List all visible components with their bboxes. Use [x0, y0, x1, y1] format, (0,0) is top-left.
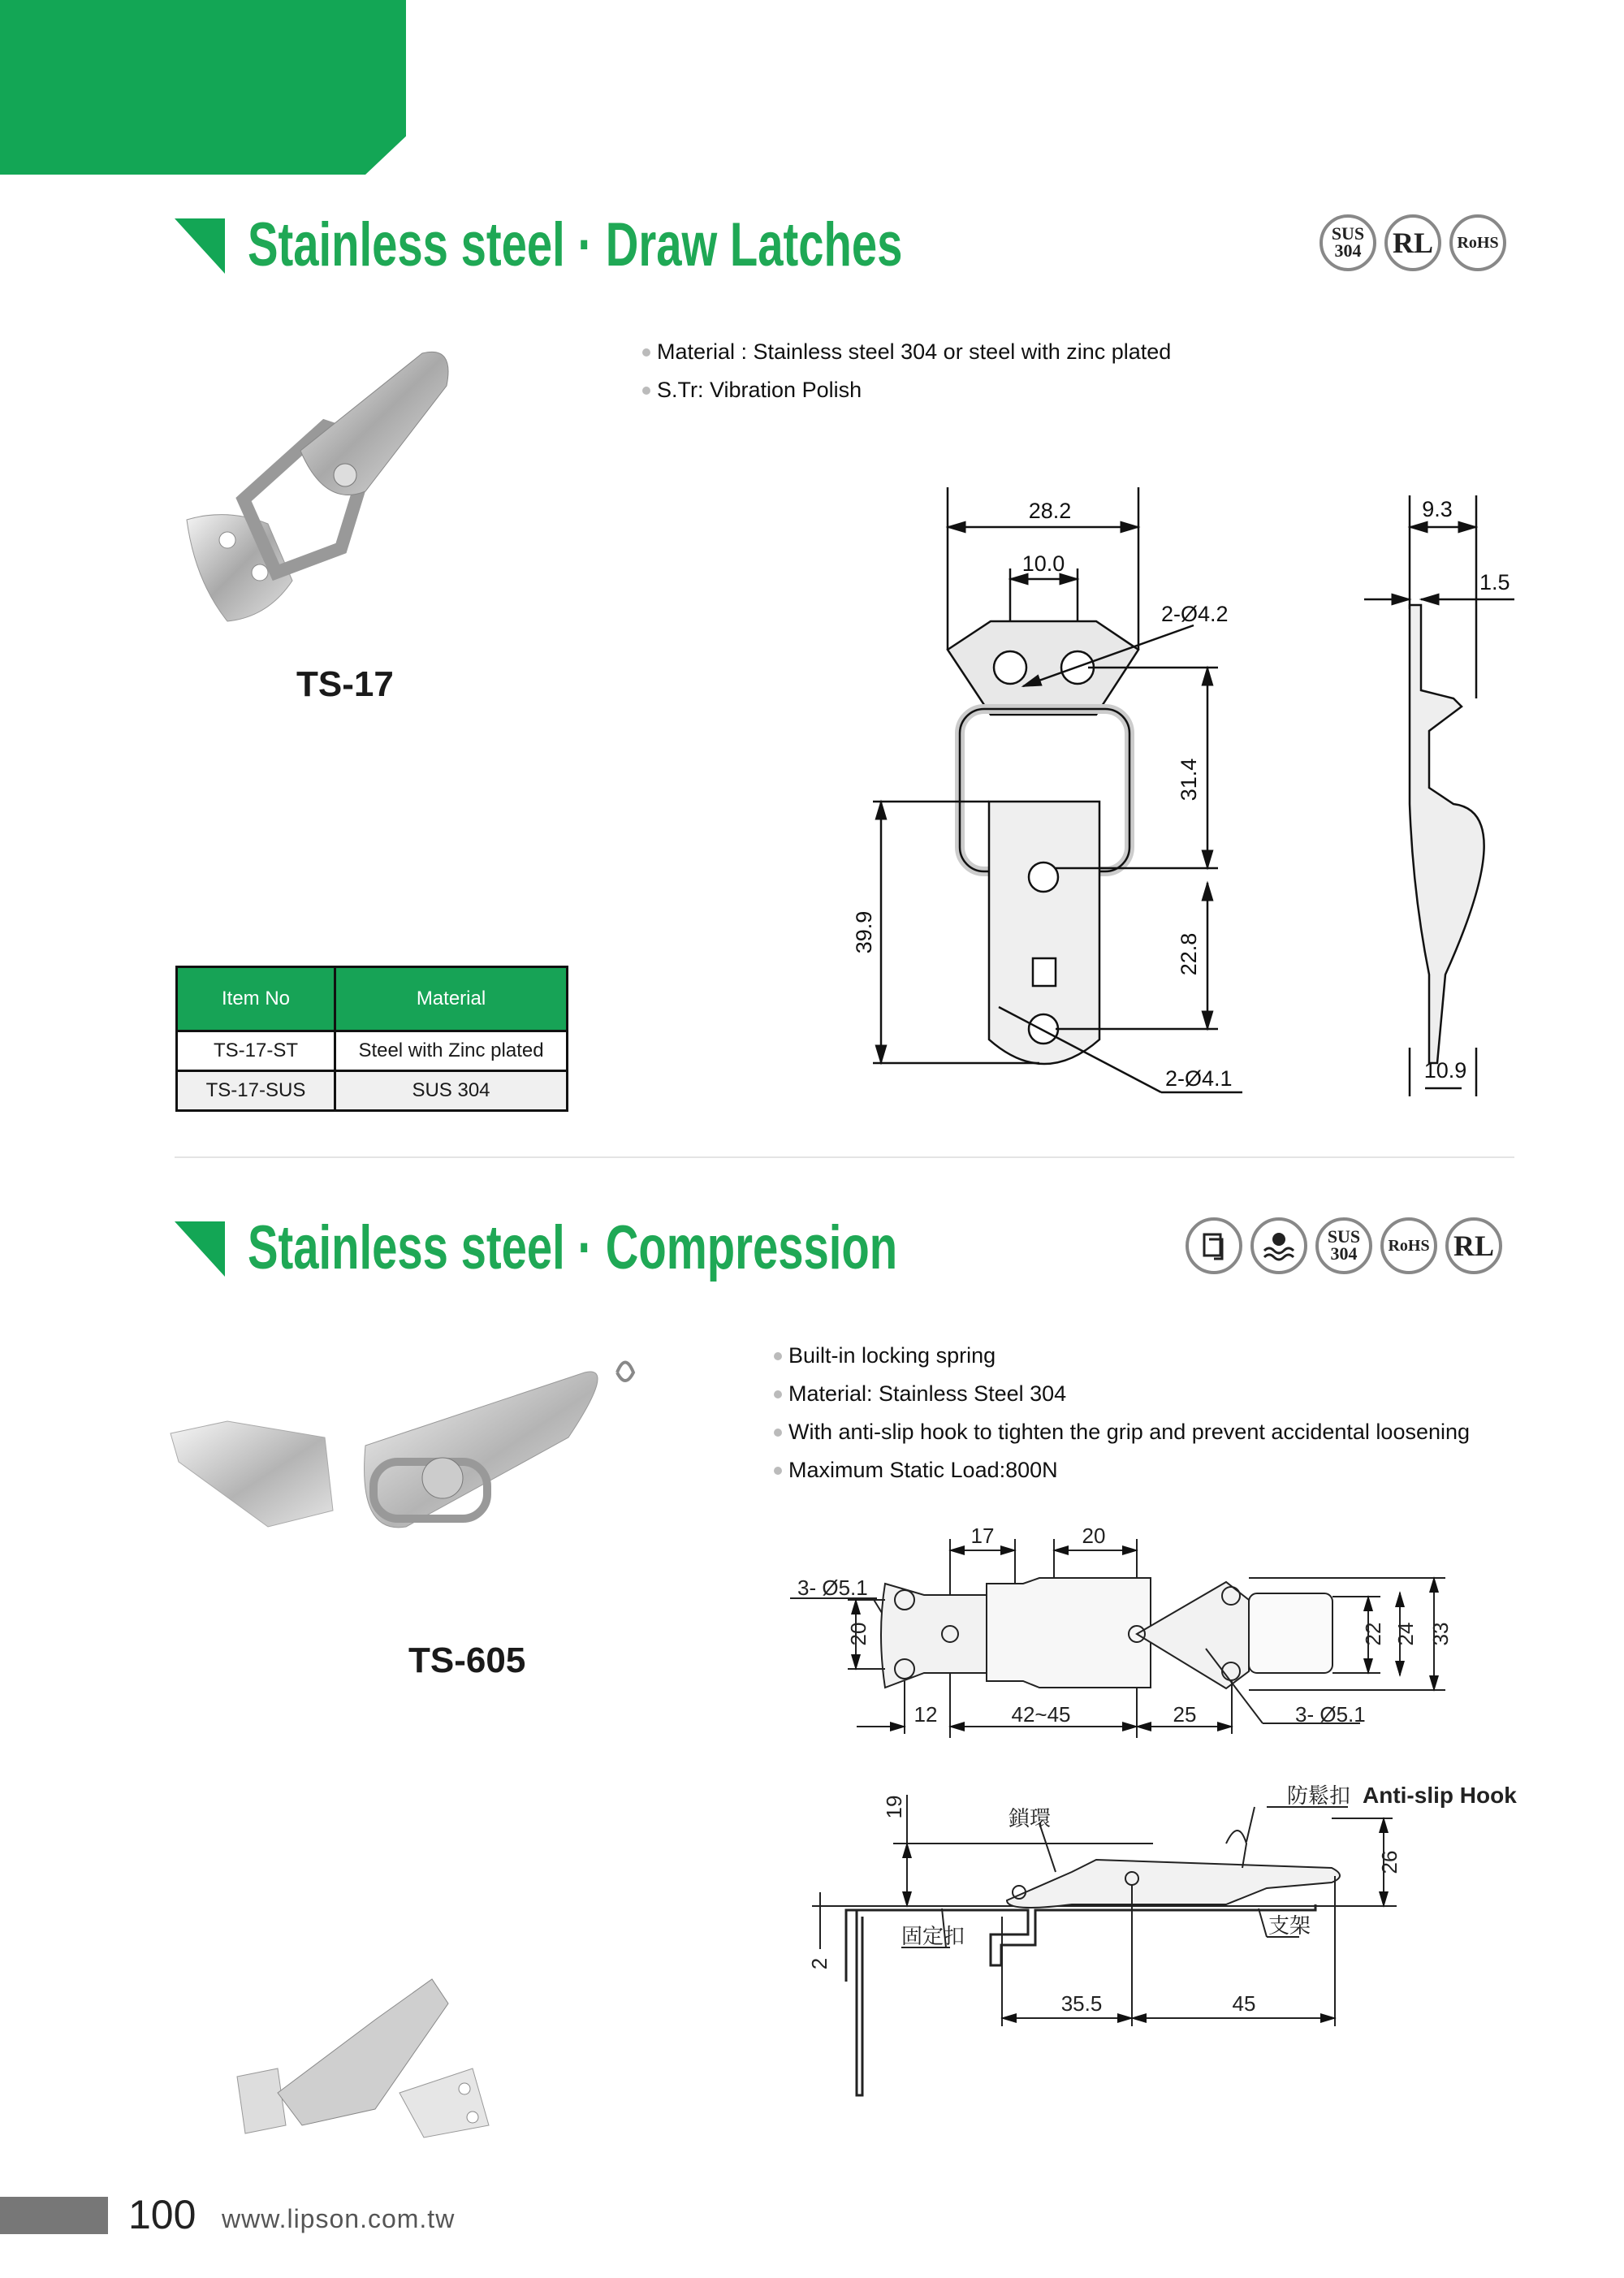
feature-item: Built-in locking spring: [774, 1337, 1470, 1375]
dim-20-vertical: 20: [846, 1622, 870, 1646]
page-number: 100: [128, 2192, 197, 2237]
product-photo-ts605: [162, 1340, 739, 1567]
dim-31-4: 31.4: [1177, 758, 1201, 802]
item-no-cell: TS-17-ST: [177, 1031, 335, 1071]
water-icon: [1250, 1217, 1307, 1274]
section-title-compression: Stainless steel · Compression: [248, 1213, 898, 1282]
section-title-draw-latches: Stainless steel · Draw Latches: [248, 210, 903, 279]
rohs-badge: RoHS: [1380, 1217, 1437, 1274]
hole-label-right: 3- Ø5.1: [1295, 1702, 1366, 1727]
dim-9-3: 9.3: [1422, 497, 1453, 521]
label-anti-slip-cn: 防鬆扣: [1287, 1783, 1351, 1808]
section-divider: [175, 1156, 1514, 1158]
feature-item: Maximum Static Load:800N: [774, 1451, 1470, 1489]
hole-label-left: 3- Ø5.1: [797, 1576, 868, 1600]
dim-24: 24: [1393, 1622, 1418, 1646]
feature-item: Material: Stainless Steel 304: [774, 1375, 1470, 1413]
sus304-badge: SUS 304: [1320, 214, 1376, 271]
category-tab-label: Draw Latches: [1443, 88, 1606, 126]
model-label-ts605: TS-605: [408, 1640, 526, 1680]
label-bracket: 支架: [1268, 1913, 1311, 1938]
material-cell: Steel with Zinc plated: [335, 1031, 568, 1071]
dim-26: 26: [1377, 1850, 1402, 1874]
model-label-ts17: TS-17: [296, 664, 394, 704]
rl-badge: RL: [1445, 1217, 1502, 1274]
ts605-side-drawing: [812, 1795, 1397, 2095]
dim-hole-4-2: 2-Ø4.2: [1161, 602, 1229, 626]
rohs-badge: RoHS: [1449, 214, 1506, 271]
dim-19: 19: [882, 1795, 906, 1819]
label-anti-slip-hook: Anti-slip Hook: [1363, 1783, 1517, 1808]
sus304-badge: SUS 304: [1315, 1217, 1372, 1274]
dim-39-9: 39.9: [852, 910, 876, 954]
manual-icon: [1186, 1217, 1242, 1274]
dim-10-0: 10.0: [1021, 551, 1065, 576]
dim-10-9: 10.9: [1423, 1058, 1467, 1083]
dim-25: 25: [1173, 1702, 1197, 1727]
feature-item: With anti-slip hook to tighten the grip and prevent accidental loosening: [774, 1413, 1470, 1451]
dim-45: 45: [1232, 1991, 1256, 2016]
dim-28-2: 28.2: [1028, 499, 1072, 523]
column-header-material: Material: [335, 967, 568, 1031]
dim-hole-4-1: 2-Ø4.1: [1165, 1066, 1233, 1091]
dim-17: 17: [970, 1524, 995, 1548]
dim-20: 20: [1082, 1524, 1106, 1548]
certification-badges: [1186, 1217, 1502, 1274]
material-cell: SUS 304: [335, 1071, 568, 1111]
label-lock-ring: 鎖環: [1009, 1806, 1052, 1831]
spec-item: Material : Stainless steel 304 or steel with zinc plated: [642, 333, 1171, 371]
product-photo-ts605-open: [229, 1971, 554, 2142]
dim-33: 33: [1428, 1622, 1453, 1646]
rl-badge: RL: [1384, 214, 1441, 271]
dim-42-45: 42~45: [1011, 1702, 1071, 1727]
spec-item: S.Tr: Vibration Polish: [642, 371, 1171, 409]
dim-22: 22: [1361, 1622, 1385, 1646]
feature-list: [774, 1337, 1470, 1489]
dim-1-5: 1.5: [1479, 570, 1510, 594]
dim-35-5: 35.5: [1060, 1991, 1103, 2016]
dim-12: 12: [914, 1702, 938, 1727]
dim-2: 2: [807, 1957, 831, 1970]
dim-22-8: 22.8: [1177, 932, 1201, 976]
item-no-cell: TS-17-SUS: [177, 1071, 335, 1111]
column-header-item-no: Item No: [177, 967, 335, 1031]
footer-bar: [0, 2197, 108, 2234]
website-link[interactable]: www.lipson.com.tw: [222, 2204, 456, 2233]
label-fixed-buckle: 固定扣: [901, 1924, 965, 1948]
